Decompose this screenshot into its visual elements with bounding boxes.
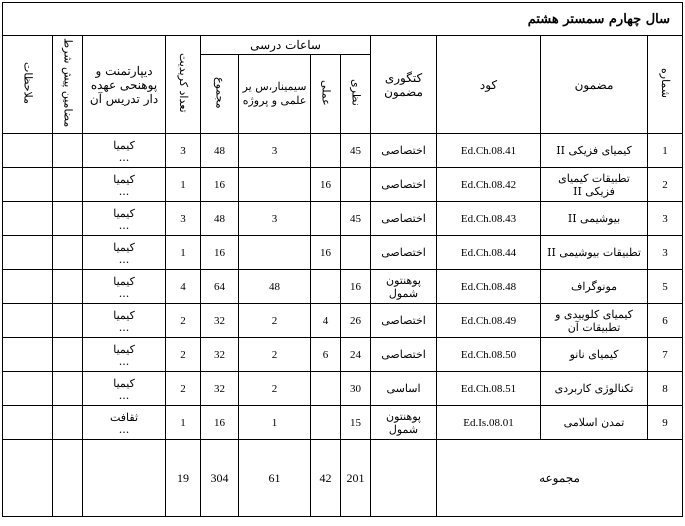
table-row: [3, 338, 683, 372]
header-subject: مضمون: [541, 36, 648, 134]
department-name: کیمیا: [113, 274, 135, 288]
row-subject: کیمیای فزیکی II: [541, 134, 648, 168]
row-seminar-hours: 2: [239, 304, 311, 338]
row-credits: 1: [166, 236, 201, 270]
row-total-hours: 16: [201, 406, 239, 440]
row-category: اختصاصی: [371, 134, 437, 168]
header-category: کتگوری مضمون: [371, 36, 437, 134]
table-row: [3, 372, 683, 406]
totals-prerequisites-empty: [53, 440, 83, 517]
row-total-hours: 48: [201, 134, 239, 168]
row-code: Ed.Ch.08.42: [437, 168, 541, 202]
row-category: اختصاصی: [371, 168, 437, 202]
department-ellipsis: ...: [118, 218, 130, 232]
row-theory-hours: 30: [341, 372, 371, 406]
row-remarks: [3, 270, 53, 304]
row-seminar-hours: [239, 236, 311, 270]
row-category: اختصاصی: [371, 202, 437, 236]
header-seminar: سیمینار،س یر علمی و پروژه: [239, 55, 311, 134]
row-number: 2: [648, 168, 683, 202]
table-row: [3, 406, 683, 440]
header-hours: ساعات درسی: [201, 36, 371, 55]
row-theory-hours: 15: [341, 406, 371, 440]
row-department: [83, 270, 166, 304]
row-practical-hours: [311, 270, 341, 304]
row-seminar-hours: 3: [239, 202, 311, 236]
row-department: [83, 372, 166, 406]
row-prerequisites: [53, 236, 83, 270]
table-row: [3, 236, 683, 270]
row-credits: 1: [166, 168, 201, 202]
row-number: 1: [648, 134, 683, 168]
row-remarks: [3, 338, 53, 372]
totals-row: [3, 440, 683, 517]
row-credits: 2: [166, 304, 201, 338]
row-code: Ed.Ch.08.43: [437, 202, 541, 236]
row-theory-hours: [341, 168, 371, 202]
row-total-hours: 48: [201, 202, 239, 236]
row-remarks: [3, 236, 53, 270]
department-name: کیمیا: [113, 206, 135, 220]
row-credits: 4: [166, 270, 201, 304]
row-category: پوهنتون شمول: [371, 270, 437, 304]
row-subject: تطبیقات کیمیای فزیکی II: [541, 168, 648, 202]
row-practical-hours: 4: [311, 304, 341, 338]
row-practical-hours: 6: [311, 338, 341, 372]
department-ellipsis: ...: [118, 252, 130, 266]
row-subject: کیمیای کلوییدی و تطبیقات آن: [541, 304, 648, 338]
totals-label: مجموعه: [437, 440, 683, 517]
row-practical-hours: 16: [311, 168, 341, 202]
totals-total-hours: 304: [201, 440, 239, 517]
department-name: ثقافت: [109, 410, 139, 424]
semester-table: [2, 2, 683, 517]
row-number: 6: [648, 304, 683, 338]
row-number: 5: [648, 270, 683, 304]
row-remarks: [3, 304, 53, 338]
row-number: 7: [648, 338, 683, 372]
row-practical-hours: [311, 202, 341, 236]
table-row: [3, 270, 683, 304]
row-credits: 2: [166, 338, 201, 372]
row-prerequisites: [53, 134, 83, 168]
row-department: [83, 406, 166, 440]
header-remarks: ملاحظات: [3, 36, 53, 134]
totals-credits: 19: [166, 440, 201, 517]
department-name: کیمیا: [113, 240, 135, 254]
department-ellipsis: ...: [118, 320, 130, 334]
header-credits: تعداد کریدیت: [166, 36, 201, 134]
totals-seminar-hours: 61: [239, 440, 311, 517]
department-ellipsis: ...: [118, 422, 130, 436]
row-prerequisites: [53, 202, 83, 236]
row-department: [83, 236, 166, 270]
row-remarks: [3, 202, 53, 236]
row-seminar-hours: 3: [239, 134, 311, 168]
row-remarks: [3, 168, 53, 202]
totals-theory-hours: 201: [341, 440, 371, 517]
row-category: اختصاصی: [371, 236, 437, 270]
row-category: پوهنتون شمول: [371, 406, 437, 440]
row-theory-hours: 26: [341, 304, 371, 338]
row-prerequisites: [53, 338, 83, 372]
row-theory-hours: 24: [341, 338, 371, 372]
row-seminar-hours: 1: [239, 406, 311, 440]
title-row: [3, 3, 683, 36]
table-title: سال چهارم سمستر هشتم: [3, 3, 683, 36]
totals-remarks-empty: [3, 440, 53, 517]
row-subject: بیوشیمی II: [541, 202, 648, 236]
row-credits: 1: [166, 406, 201, 440]
header-practical: عملی: [311, 55, 341, 134]
row-code: Ed.Is.08.01: [437, 406, 541, 440]
header-number: شماره: [648, 36, 683, 134]
row-subject: مونوگراف: [541, 270, 648, 304]
curriculum-sheet: [2, 2, 682, 522]
row-seminar-hours: [239, 168, 311, 202]
row-category: اختصاصی: [371, 338, 437, 372]
row-number: 3: [648, 202, 683, 236]
row-theory-hours: 45: [341, 134, 371, 168]
row-code: Ed.Ch.08.41: [437, 134, 541, 168]
row-total-hours: 64: [201, 270, 239, 304]
header-row-1: [3, 36, 683, 55]
row-theory-hours: [341, 236, 371, 270]
row-remarks: [3, 372, 53, 406]
row-prerequisites: [53, 372, 83, 406]
row-department: [83, 304, 166, 338]
row-total-hours: 32: [201, 372, 239, 406]
row-code: Ed.Ch.08.44: [437, 236, 541, 270]
department-name: کیمیا: [113, 342, 135, 356]
row-seminar-hours: 48: [239, 270, 311, 304]
department-ellipsis: ...: [118, 184, 130, 198]
row-credits: 2: [166, 372, 201, 406]
totals-department-empty: [83, 440, 166, 517]
department-ellipsis: ...: [118, 354, 130, 368]
table-row: [3, 134, 683, 168]
header-total: مجموع: [201, 55, 239, 134]
row-practical-hours: 16: [311, 236, 341, 270]
row-code: Ed.Ch.08.51: [437, 372, 541, 406]
row-total-hours: 32: [201, 304, 239, 338]
table-row: [3, 304, 683, 338]
table-row: [3, 168, 683, 202]
row-subject: تمدن اسلامی: [541, 406, 648, 440]
row-number: 8: [648, 372, 683, 406]
row-department: [83, 168, 166, 202]
row-practical-hours: [311, 372, 341, 406]
totals-category-empty: [371, 440, 437, 517]
row-theory-hours: 45: [341, 202, 371, 236]
department-ellipsis: ...: [118, 150, 130, 164]
row-subject: تطبیقات بیوشیمی II: [541, 236, 648, 270]
department-name: کیمیا: [113, 308, 135, 322]
department-ellipsis: ...: [118, 388, 130, 402]
row-seminar-hours: 2: [239, 372, 311, 406]
header-code: کود: [437, 36, 541, 134]
row-theory-hours: 16: [341, 270, 371, 304]
table-row: [3, 202, 683, 236]
row-credits: 3: [166, 134, 201, 168]
row-total-hours: 16: [201, 236, 239, 270]
row-total-hours: 32: [201, 338, 239, 372]
row-number: 3: [648, 236, 683, 270]
row-subject: کیمیای نانو: [541, 338, 648, 372]
row-prerequisites: [53, 270, 83, 304]
department-ellipsis: ...: [118, 286, 130, 300]
row-subject: تکنالوژی کاربردی: [541, 372, 648, 406]
row-number: 9: [648, 406, 683, 440]
header-theoretical: نظری: [341, 55, 371, 134]
row-practical-hours: [311, 406, 341, 440]
row-seminar-hours: 2: [239, 338, 311, 372]
row-department: [83, 134, 166, 168]
header-prerequisites: مضامین پیش شرط: [53, 36, 83, 134]
row-category: اختصاصی: [371, 304, 437, 338]
totals-practical-hours: 42: [311, 440, 341, 517]
row-department: [83, 338, 166, 372]
department-name: کیمیا: [113, 172, 135, 186]
row-code: Ed.Ch.08.50: [437, 338, 541, 372]
row-code: Ed.Ch.08.49: [437, 304, 541, 338]
department-name: کیمیا: [113, 138, 135, 152]
row-prerequisites: [53, 304, 83, 338]
row-prerequisites: [53, 168, 83, 202]
header-department: دیپارتمنت و پوهنحی عهده دار تدریس آن: [83, 36, 166, 134]
row-credits: 3: [166, 202, 201, 236]
row-code: Ed.Ch.08.48: [437, 270, 541, 304]
row-remarks: [3, 134, 53, 168]
row-practical-hours: [311, 134, 341, 168]
row-total-hours: 16: [201, 168, 239, 202]
row-remarks: [3, 406, 53, 440]
row-department: [83, 202, 166, 236]
row-category: اساسی: [371, 372, 437, 406]
row-prerequisites: [53, 406, 83, 440]
department-name: کیمیا: [113, 376, 135, 390]
